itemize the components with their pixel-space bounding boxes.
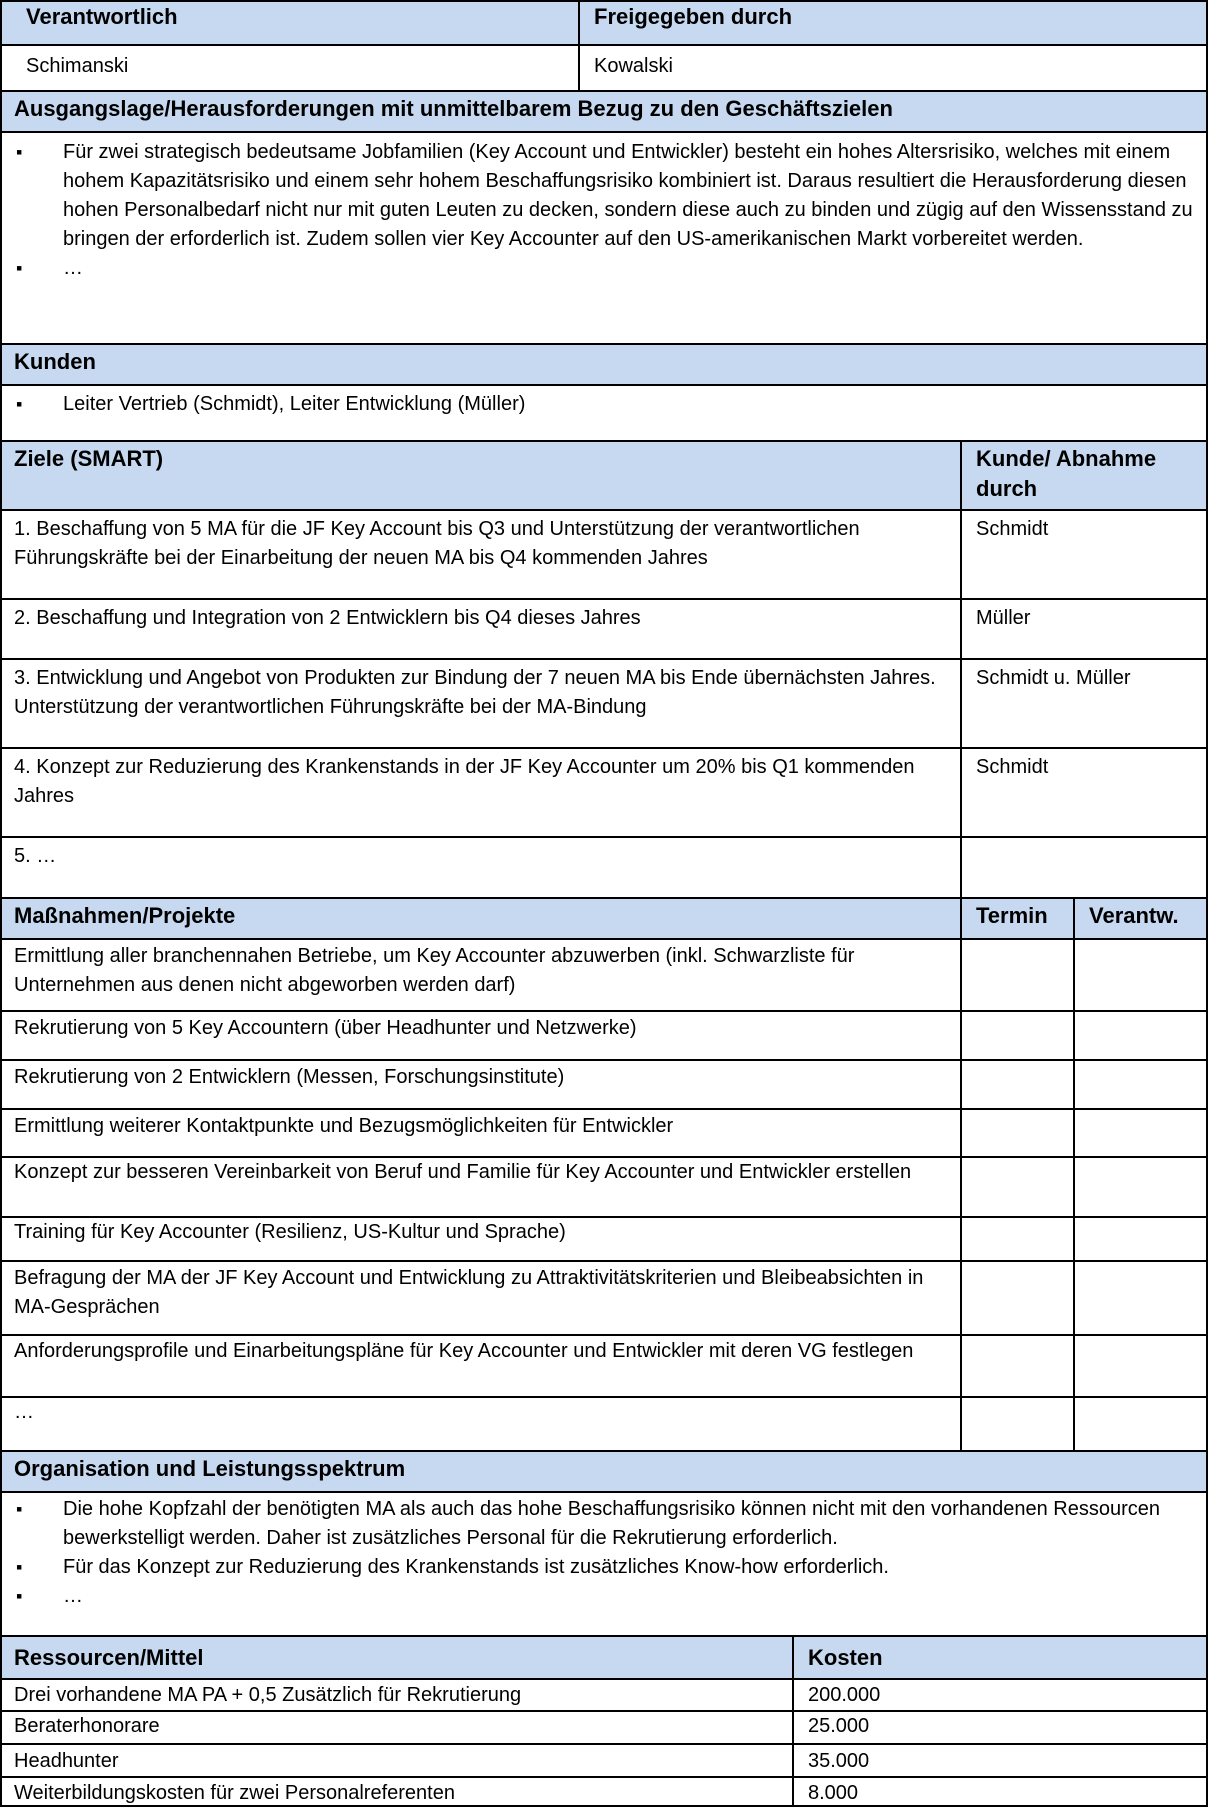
resources-title: Ressourcen/Mittel: [0, 1635, 792, 1678]
measure-date: [960, 1010, 1073, 1059]
organisation-title: Organisation und Leistungsspektrum: [0, 1450, 1208, 1491]
goal-owner: Schmidt: [960, 747, 1208, 836]
customers-title: Kunden: [0, 343, 1208, 384]
measure-owner: [1073, 1156, 1208, 1216]
measure-text: …: [0, 1396, 960, 1450]
measure-date: [960, 938, 1073, 1010]
situation-title: Ausgangslage/Herausforderungen mit unmittelbarem Bezug zu den Geschäftszielen: [0, 90, 1208, 131]
goal-text: 5. …: [0, 836, 960, 897]
goal-owner: Schmidt: [960, 509, 1208, 598]
responsible-label: Verantwortlich: [0, 0, 578, 44]
organisation-bullet: ▪ …: [14, 1582, 1198, 1611]
resource-item: Drei vorhandene MA PA + 0,5 Zusätzlich für Rekrutierung: [0, 1678, 792, 1710]
resource-cost: 25.000: [792, 1710, 1208, 1743]
measure-owner: [1073, 1334, 1208, 1396]
resources-cost-label: Kosten: [792, 1635, 1208, 1678]
measure-owner: [1073, 1010, 1208, 1059]
resource-item: Beraterhonorare: [0, 1710, 792, 1743]
goals-section: [0, 440, 1208, 897]
measure-text: Ermittlung weiterer Kontaktpunkte und Bezugsmöglichkeiten für Entwickler: [0, 1108, 960, 1156]
measure-owner: [1073, 1108, 1208, 1156]
measure-text: Befragung der MA der JF Key Account und Entwicklung zu Attraktivitätskriterien und Bleibeabsichten in MA-Gesprächen: [0, 1260, 960, 1334]
situation-bullet: ▪ …: [14, 254, 1198, 283]
organisation-bullet: ▪ Für das Konzept zur Reduzierung des Krankenstands ist zusätzliches Know-how erforderlich.: [14, 1553, 1198, 1582]
measures-title: Maßnahmen/Projekte: [0, 897, 960, 938]
goal-owner: Schmidt u. Müller: [960, 658, 1208, 747]
situation-body: [0, 131, 1208, 343]
measure-date: [960, 1216, 1073, 1260]
organisation-section: [0, 1450, 1208, 1635]
resource-item: Weiterbildungskosten für zwei Personalreferenten: [0, 1776, 792, 1807]
organisation-body: [0, 1491, 1208, 1635]
measure-date: [960, 1260, 1073, 1334]
measure-text: Training für Key Accounter (Resilienz, US-Kultur und Sprache): [0, 1216, 960, 1260]
goal-text: 2. Beschaffung und Integration von 2 Entwicklern bis Q4 dieses Jahres: [0, 598, 960, 658]
resource-item: Headhunter: [0, 1743, 792, 1776]
measure-date: [960, 1156, 1073, 1216]
goals-acceptance-label: Kunde/ Abnahme durch: [960, 440, 1208, 509]
resource-cost: 200.000: [792, 1678, 1208, 1710]
responsible-value: Schimanski: [0, 44, 578, 90]
measure-owner: [1073, 938, 1208, 1010]
customers-bullet: ▪ Leiter Vertrieb (Schmidt), Leiter Entwicklung (Müller): [14, 390, 1198, 419]
goal-text: 1. Beschaffung von 5 MA für die JF Key Account bis Q3 und Unterstützung der verantwortlichen Führungskräfte bei der Einarbeitung der neuen MA bis Q4 kommenden Jahres: [0, 509, 960, 598]
organisation-bullet: ▪ Die hohe Kopfzahl der benötigten MA als auch das hohe Beschaffungsrisiko können nicht mit den vorhandenen Ressourcen bewerkstelligt werden. Daher ist zusätzliches Personal für die Rekrutierung erforderlich.: [14, 1495, 1198, 1553]
measure-owner: [1073, 1216, 1208, 1260]
approved-value: Kowalski: [578, 44, 1208, 90]
goal-owner: Müller: [960, 598, 1208, 658]
measure-text: Rekrutierung von 5 Key Accountern (über Headhunter und Netzwerke): [0, 1010, 960, 1059]
measure-owner: [1073, 1396, 1208, 1450]
goals-title: Ziele (SMART): [0, 440, 960, 509]
situation-bullet: ▪ Für zwei strategisch bedeutsame Jobfamilien (Key Account und Entwickler) besteht ein hohes Altersrisiko, welches mit einem hohem Kapazitätsrisiko und einem sehr hohem Beschaffungsrisiko kombiniert ist. Daraus resultiert die Herausforderung diesen hohen Personalbedarf nicht nur mit guten Leuten zu decken, sondern diese auch zu binden und zügig auf den Wissensstand zu bringen der erforderlich ist. Zudem sollen vier Key Accounter auf den US-amerikanischen Markt vorbereitet werden.: [14, 138, 1198, 254]
goal-owner: [960, 836, 1208, 897]
approved-label: Freigegeben durch: [578, 0, 1208, 44]
header-section: [0, 0, 1208, 90]
measures-date-label: Termin: [960, 897, 1073, 938]
measure-date: [960, 1334, 1073, 1396]
goal-text: 3. Entwicklung und Angebot von Produkten zur Bindung der 7 neuen MA bis Ende übernächsten Jahres. Unterstützung der verantwortlichen Führungskräfte bei der MA-Bindung: [0, 658, 960, 747]
customers-section: [0, 343, 1208, 440]
measures-owner-label: Verantw.: [1073, 897, 1208, 938]
situation-section: [0, 90, 1208, 343]
measure-date: [960, 1396, 1073, 1450]
resources-section: [0, 1635, 1208, 1807]
customers-body: [0, 384, 1208, 440]
resource-cost: 8.000: [792, 1776, 1208, 1807]
measure-text: Konzept zur besseren Vereinbarkeit von Beruf und Familie für Key Accounter und Entwickler erstellen: [0, 1156, 960, 1216]
measure-owner: [1073, 1059, 1208, 1108]
resource-cost: 35.000: [792, 1743, 1208, 1776]
goal-text: 4. Konzept zur Reduzierung des Krankenstands in der JF Key Accounter um 20% bis Q1 kommenden Jahres: [0, 747, 960, 836]
measures-section: [0, 897, 1208, 1450]
measure-text: Rekrutierung von 2 Entwicklern (Messen, Forschungsinstitute): [0, 1059, 960, 1108]
measure-text: Ermittlung aller branchennahen Betriebe, um Key Accounter abzuwerben (inkl. Schwarzliste für Unternehmen aus denen nicht abgeworben werden darf): [0, 938, 960, 1010]
measure-date: [960, 1059, 1073, 1108]
measure-text: Anforderungsprofile und Einarbeitungspläne für Key Accounter und Entwickler mit deren VG festlegen: [0, 1334, 960, 1396]
measure-owner: [1073, 1260, 1208, 1334]
measure-date: [960, 1108, 1073, 1156]
